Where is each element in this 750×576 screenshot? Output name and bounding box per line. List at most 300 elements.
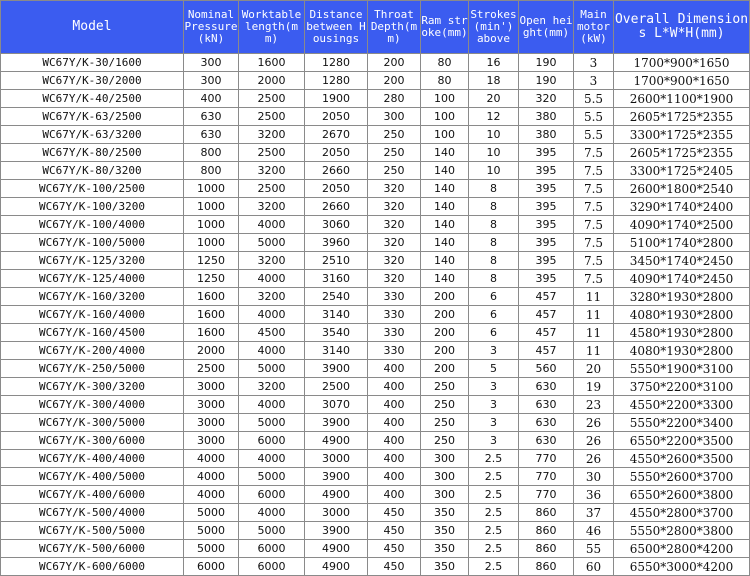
ram-stroke-cell: 250 <box>421 378 469 396</box>
distance-cell: 1900 <box>305 90 368 108</box>
open-height-cell: 630 <box>519 414 574 432</box>
throat-depth-cell: 320 <box>368 234 421 252</box>
open-height-cell: 457 <box>519 306 574 324</box>
table-body <box>1 54 750 576</box>
table-row <box>1 360 750 378</box>
model-cell: WC67Y/K-40/2500 <box>1 90 184 108</box>
throat-depth-cell: 330 <box>368 288 421 306</box>
throat-depth-cell: 330 <box>368 306 421 324</box>
ram-stroke-cell: 100 <box>421 108 469 126</box>
open-height-cell: 190 <box>519 54 574 72</box>
nominal-pressure-cell: 3000 <box>184 396 239 414</box>
ram-stroke-cell: 100 <box>421 126 469 144</box>
nominal-pressure-cell: 400 <box>184 90 239 108</box>
throat-depth-cell: 320 <box>368 216 421 234</box>
worktable-length-cell: 4000 <box>239 450 305 468</box>
throat-depth-cell: 450 <box>368 540 421 558</box>
table-row <box>1 90 750 108</box>
model-cell: WC67Y/K-160/4000 <box>1 306 184 324</box>
model-cell: WC67Y/K-500/6000 <box>1 540 184 558</box>
open-height-cell: 860 <box>519 558 574 576</box>
nominal-pressure-cell: 630 <box>184 108 239 126</box>
distance-cell: 1280 <box>305 72 368 90</box>
strokes-cell: 2.5 <box>469 540 519 558</box>
distance-cell: 3960 <box>305 234 368 252</box>
model-cell: WC67Y/K-30/1600 <box>1 54 184 72</box>
open-height-cell: 395 <box>519 270 574 288</box>
main-motor-cell: 23 <box>574 396 614 414</box>
main-motor-cell: 30 <box>574 468 614 486</box>
nominal-pressure-cell: 1000 <box>184 234 239 252</box>
strokes-cell: 2.5 <box>469 558 519 576</box>
model-cell: WC67Y/K-160/3200 <box>1 288 184 306</box>
main-motor-cell: 7.5 <box>574 270 614 288</box>
ram-stroke-cell: 350 <box>421 522 469 540</box>
header-ram-stroke: Ram stroke(mm) <box>421 1 469 54</box>
ram-stroke-cell: 140 <box>421 270 469 288</box>
worktable-length-cell: 4000 <box>239 270 305 288</box>
main-motor-cell: 37 <box>574 504 614 522</box>
distance-cell: 2660 <box>305 162 368 180</box>
throat-depth-cell: 320 <box>368 252 421 270</box>
distance-cell: 2050 <box>305 144 368 162</box>
throat-depth-cell: 450 <box>368 504 421 522</box>
main-motor-cell: 26 <box>574 450 614 468</box>
table-row <box>1 324 750 342</box>
overall-dimensions-cell: 6500*2800*4200 <box>614 540 750 558</box>
strokes-cell: 3 <box>469 414 519 432</box>
overall-dimensions-cell: 5550*1900*3100 <box>614 360 750 378</box>
table-row <box>1 378 750 396</box>
open-height-cell: 560 <box>519 360 574 378</box>
open-height-cell: 630 <box>519 378 574 396</box>
throat-depth-cell: 250 <box>368 162 421 180</box>
main-motor-cell: 7.5 <box>574 252 614 270</box>
distance-cell: 3070 <box>305 396 368 414</box>
overall-dimensions-cell: 5550*2800*3800 <box>614 522 750 540</box>
open-height-cell: 395 <box>519 252 574 270</box>
distance-cell: 1280 <box>305 54 368 72</box>
worktable-length-cell: 2500 <box>239 90 305 108</box>
strokes-cell: 12 <box>469 108 519 126</box>
open-height-cell: 190 <box>519 72 574 90</box>
strokes-cell: 2.5 <box>469 504 519 522</box>
table-row <box>1 54 750 72</box>
model-cell: WC67Y/K-300/3200 <box>1 378 184 396</box>
distance-cell: 2050 <box>305 108 368 126</box>
table-row <box>1 522 750 540</box>
overall-dimensions-cell: 2605*1725*2355 <box>614 144 750 162</box>
distance-cell: 3000 <box>305 450 368 468</box>
nominal-pressure-cell: 1000 <box>184 198 239 216</box>
model-cell: WC67Y/K-100/3200 <box>1 198 184 216</box>
header-nominal-pressure: Nominal Pressure(kN) <box>184 1 239 54</box>
distance-cell: 4900 <box>305 432 368 450</box>
strokes-cell: 6 <box>469 324 519 342</box>
main-motor-cell: 3 <box>574 72 614 90</box>
open-height-cell: 395 <box>519 216 574 234</box>
model-cell: WC67Y/K-300/5000 <box>1 414 184 432</box>
main-motor-cell: 11 <box>574 342 614 360</box>
strokes-cell: 6 <box>469 288 519 306</box>
open-height-cell: 630 <box>519 396 574 414</box>
overall-dimensions-cell: 2600*1800*2540 <box>614 180 750 198</box>
ram-stroke-cell: 350 <box>421 558 469 576</box>
open-height-cell: 395 <box>519 198 574 216</box>
overall-dimensions-cell: 5100*1740*2800 <box>614 234 750 252</box>
overall-dimensions-cell: 1700*900*1650 <box>614 54 750 72</box>
nominal-pressure-cell: 3000 <box>184 414 239 432</box>
main-motor-cell: 7.5 <box>574 162 614 180</box>
model-cell: WC67Y/K-100/4000 <box>1 216 184 234</box>
header-distance-between-housings: Distance between Housings <box>305 1 368 54</box>
header-throat-depth: Throat Depth(mm) <box>368 1 421 54</box>
open-height-cell: 395 <box>519 162 574 180</box>
worktable-length-cell: 5000 <box>239 468 305 486</box>
strokes-cell: 3 <box>469 396 519 414</box>
throat-depth-cell: 400 <box>368 360 421 378</box>
worktable-length-cell: 3200 <box>239 126 305 144</box>
ram-stroke-cell: 200 <box>421 306 469 324</box>
overall-dimensions-cell: 3300*1725*2405 <box>614 162 750 180</box>
table-row <box>1 144 750 162</box>
ram-stroke-cell: 140 <box>421 180 469 198</box>
table-row <box>1 270 750 288</box>
throat-depth-cell: 450 <box>368 558 421 576</box>
worktable-length-cell: 4500 <box>239 324 305 342</box>
nominal-pressure-cell: 2000 <box>184 342 239 360</box>
overall-dimensions-cell: 4550*2600*3500 <box>614 450 750 468</box>
strokes-cell: 8 <box>469 234 519 252</box>
distance-cell: 3540 <box>305 324 368 342</box>
throat-depth-cell: 450 <box>368 522 421 540</box>
overall-dimensions-cell: 4550*2800*3700 <box>614 504 750 522</box>
main-motor-cell: 11 <box>574 324 614 342</box>
ram-stroke-cell: 140 <box>421 252 469 270</box>
model-cell: WC67Y/K-400/4000 <box>1 450 184 468</box>
distance-cell: 3900 <box>305 414 368 432</box>
nominal-pressure-cell: 800 <box>184 144 239 162</box>
distance-cell: 4900 <box>305 486 368 504</box>
nominal-pressure-cell: 1600 <box>184 288 239 306</box>
throat-depth-cell: 400 <box>368 432 421 450</box>
open-height-cell: 380 <box>519 108 574 126</box>
nominal-pressure-cell: 5000 <box>184 504 239 522</box>
ram-stroke-cell: 140 <box>421 198 469 216</box>
worktable-length-cell: 4000 <box>239 396 305 414</box>
ram-stroke-cell: 140 <box>421 144 469 162</box>
model-cell: WC67Y/K-80/3200 <box>1 162 184 180</box>
strokes-cell: 8 <box>469 216 519 234</box>
nominal-pressure-cell: 4000 <box>184 486 239 504</box>
main-motor-cell: 11 <box>574 306 614 324</box>
strokes-cell: 2.5 <box>469 468 519 486</box>
open-height-cell: 395 <box>519 234 574 252</box>
model-cell: WC67Y/K-125/3200 <box>1 252 184 270</box>
strokes-cell: 8 <box>469 270 519 288</box>
table-row <box>1 342 750 360</box>
strokes-cell: 10 <box>469 144 519 162</box>
throat-depth-cell: 330 <box>368 342 421 360</box>
worktable-length-cell: 6000 <box>239 558 305 576</box>
model-cell: WC67Y/K-500/5000 <box>1 522 184 540</box>
open-height-cell: 630 <box>519 432 574 450</box>
nominal-pressure-cell: 800 <box>184 162 239 180</box>
table-row <box>1 540 750 558</box>
distance-cell: 3900 <box>305 468 368 486</box>
open-height-cell: 320 <box>519 90 574 108</box>
open-height-cell: 395 <box>519 180 574 198</box>
nominal-pressure-cell: 5000 <box>184 522 239 540</box>
distance-cell: 2510 <box>305 252 368 270</box>
ram-stroke-cell: 200 <box>421 288 469 306</box>
nominal-pressure-cell: 630 <box>184 126 239 144</box>
nominal-pressure-cell: 300 <box>184 72 239 90</box>
open-height-cell: 860 <box>519 504 574 522</box>
ram-stroke-cell: 140 <box>421 234 469 252</box>
worktable-length-cell: 3200 <box>239 198 305 216</box>
ram-stroke-cell: 250 <box>421 396 469 414</box>
throat-depth-cell: 200 <box>368 54 421 72</box>
header-main-motor: Main motor(kW) <box>574 1 614 54</box>
ram-stroke-cell: 300 <box>421 486 469 504</box>
table-row <box>1 252 750 270</box>
worktable-length-cell: 1600 <box>239 54 305 72</box>
open-height-cell: 457 <box>519 342 574 360</box>
open-height-cell: 770 <box>519 468 574 486</box>
table-row <box>1 216 750 234</box>
table-row <box>1 414 750 432</box>
worktable-length-cell: 4000 <box>239 306 305 324</box>
distance-cell: 2050 <box>305 180 368 198</box>
strokes-cell: 10 <box>469 162 519 180</box>
overall-dimensions-cell: 6550*2200*3500 <box>614 432 750 450</box>
main-motor-cell: 36 <box>574 486 614 504</box>
overall-dimensions-cell: 2600*1100*1900 <box>614 90 750 108</box>
throat-depth-cell: 300 <box>368 108 421 126</box>
main-motor-cell: 3 <box>574 54 614 72</box>
worktable-length-cell: 2500 <box>239 144 305 162</box>
model-cell: WC67Y/K-100/5000 <box>1 234 184 252</box>
model-cell: WC67Y/K-63/2500 <box>1 108 184 126</box>
strokes-cell: 2.5 <box>469 486 519 504</box>
main-motor-cell: 19 <box>574 378 614 396</box>
worktable-length-cell: 3200 <box>239 378 305 396</box>
overall-dimensions-cell: 3750*2200*3100 <box>614 378 750 396</box>
throat-depth-cell: 400 <box>368 486 421 504</box>
throat-depth-cell: 320 <box>368 270 421 288</box>
overall-dimensions-cell: 3450*1740*2450 <box>614 252 750 270</box>
throat-depth-cell: 330 <box>368 324 421 342</box>
strokes-cell: 8 <box>469 198 519 216</box>
open-height-cell: 860 <box>519 522 574 540</box>
ram-stroke-cell: 200 <box>421 324 469 342</box>
worktable-length-cell: 3200 <box>239 162 305 180</box>
strokes-cell: 3 <box>469 378 519 396</box>
header-row <box>1 1 750 54</box>
nominal-pressure-cell: 5000 <box>184 540 239 558</box>
overall-dimensions-cell: 4090*1740*2450 <box>614 270 750 288</box>
ram-stroke-cell: 100 <box>421 90 469 108</box>
ram-stroke-cell: 300 <box>421 468 469 486</box>
open-height-cell: 395 <box>519 144 574 162</box>
strokes-cell: 6 <box>469 306 519 324</box>
main-motor-cell: 26 <box>574 414 614 432</box>
main-motor-cell: 11 <box>574 288 614 306</box>
model-cell: WC67Y/K-80/2500 <box>1 144 184 162</box>
model-cell: WC67Y/K-125/4000 <box>1 270 184 288</box>
header-model: Model <box>1 1 184 54</box>
table-row <box>1 126 750 144</box>
main-motor-cell: 7.5 <box>574 198 614 216</box>
table-row <box>1 486 750 504</box>
main-motor-cell: 7.5 <box>574 180 614 198</box>
nominal-pressure-cell: 3000 <box>184 378 239 396</box>
open-height-cell: 457 <box>519 324 574 342</box>
model-cell: WC67Y/K-160/4500 <box>1 324 184 342</box>
header-open-height: Open height(mm) <box>519 1 574 54</box>
worktable-length-cell: 4000 <box>239 504 305 522</box>
worktable-length-cell: 3200 <box>239 288 305 306</box>
worktable-length-cell: 6000 <box>239 486 305 504</box>
throat-depth-cell: 200 <box>368 72 421 90</box>
strokes-cell: 5 <box>469 360 519 378</box>
throat-depth-cell: 400 <box>368 396 421 414</box>
overall-dimensions-cell: 6550*2600*3800 <box>614 486 750 504</box>
strokes-cell: 3 <box>469 342 519 360</box>
nominal-pressure-cell: 1250 <box>184 270 239 288</box>
table-row <box>1 108 750 126</box>
main-motor-cell: 7.5 <box>574 144 614 162</box>
main-motor-cell: 60 <box>574 558 614 576</box>
ram-stroke-cell: 250 <box>421 414 469 432</box>
open-height-cell: 380 <box>519 126 574 144</box>
worktable-length-cell: 5000 <box>239 522 305 540</box>
nominal-pressure-cell: 4000 <box>184 468 239 486</box>
model-cell: WC67Y/K-300/4000 <box>1 396 184 414</box>
worktable-length-cell: 5000 <box>239 234 305 252</box>
nominal-pressure-cell: 1250 <box>184 252 239 270</box>
overall-dimensions-cell: 6550*3000*4200 <box>614 558 750 576</box>
overall-dimensions-cell: 4090*1740*2500 <box>614 216 750 234</box>
header-overall-dimensions: Overall Dimensions L*W*H(mm) <box>614 1 750 54</box>
table-row <box>1 288 750 306</box>
worktable-length-cell: 5000 <box>239 360 305 378</box>
strokes-cell: 2.5 <box>469 450 519 468</box>
table-row <box>1 306 750 324</box>
table-row <box>1 504 750 522</box>
nominal-pressure-cell: 1000 <box>184 216 239 234</box>
worktable-length-cell: 6000 <box>239 432 305 450</box>
nominal-pressure-cell: 1000 <box>184 180 239 198</box>
table-row <box>1 180 750 198</box>
nominal-pressure-cell: 2500 <box>184 360 239 378</box>
ram-stroke-cell: 350 <box>421 504 469 522</box>
table-row <box>1 162 750 180</box>
open-height-cell: 770 <box>519 486 574 504</box>
nominal-pressure-cell: 3000 <box>184 432 239 450</box>
distance-cell: 2540 <box>305 288 368 306</box>
table-row <box>1 234 750 252</box>
overall-dimensions-cell: 3280*1930*2800 <box>614 288 750 306</box>
header-worktable-length: Worktable length(mm) <box>239 1 305 54</box>
open-height-cell: 457 <box>519 288 574 306</box>
main-motor-cell: 26 <box>574 432 614 450</box>
distance-cell: 4900 <box>305 540 368 558</box>
overall-dimensions-cell: 4550*2200*3300 <box>614 396 750 414</box>
model-cell: WC67Y/K-300/6000 <box>1 432 184 450</box>
distance-cell: 4900 <box>305 558 368 576</box>
main-motor-cell: 55 <box>574 540 614 558</box>
distance-cell: 3160 <box>305 270 368 288</box>
worktable-length-cell: 3200 <box>239 252 305 270</box>
main-motor-cell: 7.5 <box>574 234 614 252</box>
ram-stroke-cell: 80 <box>421 54 469 72</box>
nominal-pressure-cell: 6000 <box>184 558 239 576</box>
ram-stroke-cell: 140 <box>421 162 469 180</box>
overall-dimensions-cell: 4080*1930*2800 <box>614 342 750 360</box>
overall-dimensions-cell: 3300*1725*2355 <box>614 126 750 144</box>
main-motor-cell: 7.5 <box>574 216 614 234</box>
distance-cell: 2660 <box>305 198 368 216</box>
table-row <box>1 450 750 468</box>
overall-dimensions-cell: 5550*2200*3400 <box>614 414 750 432</box>
main-motor-cell: 5.5 <box>574 90 614 108</box>
model-cell: WC67Y/K-600/6000 <box>1 558 184 576</box>
strokes-cell: 16 <box>469 54 519 72</box>
model-cell: WC67Y/K-400/5000 <box>1 468 184 486</box>
overall-dimensions-cell: 5550*2600*3700 <box>614 468 750 486</box>
table-row <box>1 558 750 576</box>
worktable-length-cell: 6000 <box>239 540 305 558</box>
ram-stroke-cell: 350 <box>421 540 469 558</box>
overall-dimensions-cell: 1700*900*1650 <box>614 72 750 90</box>
overall-dimensions-cell: 4080*1930*2800 <box>614 306 750 324</box>
distance-cell: 3000 <box>305 504 368 522</box>
throat-depth-cell: 320 <box>368 180 421 198</box>
open-height-cell: 860 <box>519 540 574 558</box>
main-motor-cell: 20 <box>574 360 614 378</box>
throat-depth-cell: 250 <box>368 144 421 162</box>
model-cell: WC67Y/K-250/5000 <box>1 360 184 378</box>
distance-cell: 3060 <box>305 216 368 234</box>
ram-stroke-cell: 140 <box>421 216 469 234</box>
main-motor-cell: 5.5 <box>574 108 614 126</box>
distance-cell: 3900 <box>305 522 368 540</box>
distance-cell: 3900 <box>305 360 368 378</box>
strokes-cell: 8 <box>469 252 519 270</box>
model-cell: WC67Y/K-100/2500 <box>1 180 184 198</box>
model-cell: WC67Y/K-200/4000 <box>1 342 184 360</box>
model-cell: WC67Y/K-500/4000 <box>1 504 184 522</box>
table-row <box>1 396 750 414</box>
ram-stroke-cell: 200 <box>421 360 469 378</box>
throat-depth-cell: 250 <box>368 126 421 144</box>
strokes-cell: 18 <box>469 72 519 90</box>
main-motor-cell: 46 <box>574 522 614 540</box>
distance-cell: 2500 <box>305 378 368 396</box>
distance-cell: 2670 <box>305 126 368 144</box>
ram-stroke-cell: 200 <box>421 342 469 360</box>
throat-depth-cell: 400 <box>368 450 421 468</box>
overall-dimensions-cell: 2605*1725*2355 <box>614 108 750 126</box>
main-motor-cell: 5.5 <box>574 126 614 144</box>
worktable-length-cell: 2500 <box>239 180 305 198</box>
strokes-cell: 8 <box>469 180 519 198</box>
worktable-length-cell: 4000 <box>239 216 305 234</box>
table-row <box>1 432 750 450</box>
nominal-pressure-cell: 1600 <box>184 306 239 324</box>
